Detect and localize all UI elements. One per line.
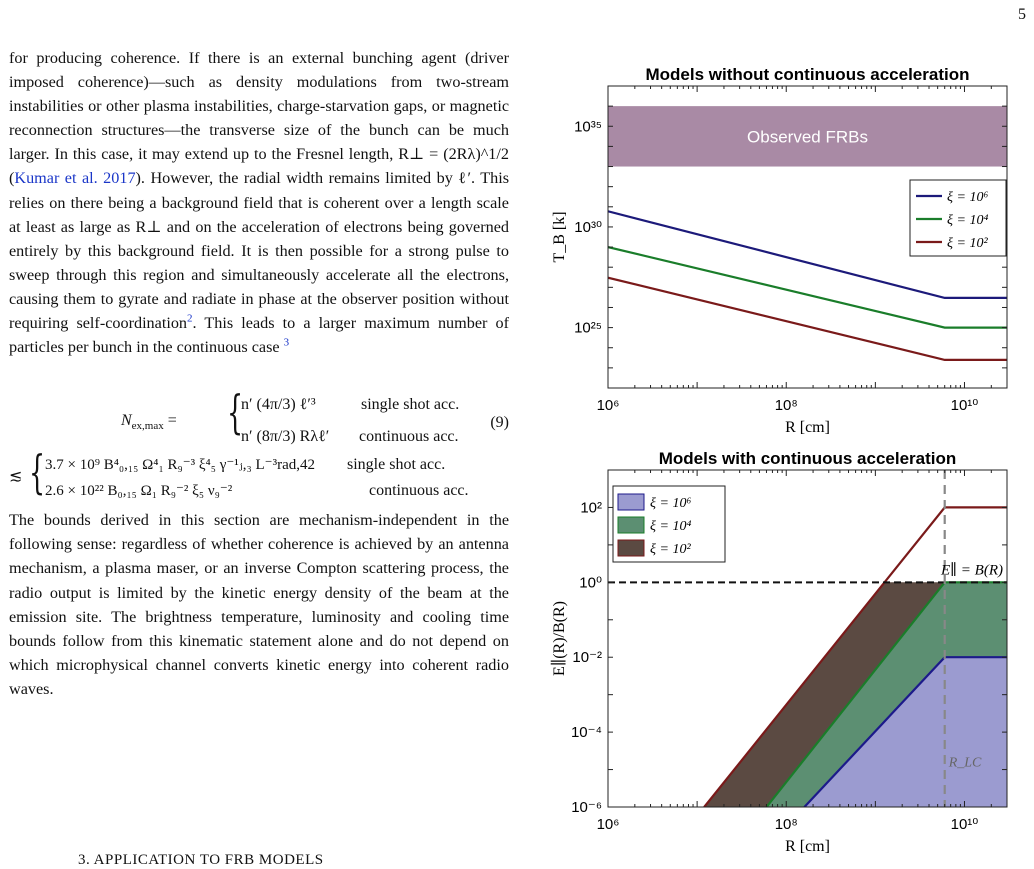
figure-svg [551,40,1025,867]
page-number: 5 [1018,6,1026,23]
eq-row-2: n′ (8π/3) Rλℓ′ [241,428,330,446]
y-tick-label: 10⁰ [579,574,602,592]
footnote-3-link[interactable]: 3 [283,336,290,349]
x-tick-label: 10⁸ [774,816,798,833]
legend-label: ξ = 10² [947,236,988,251]
eq-row-4-label: continuous acc. [369,482,469,500]
y-axis-label: E∥(R)/B(R) [551,601,568,676]
eq-row-1-label: single shot acc. [361,396,460,414]
x-tick-label: 10⁶ [596,816,620,833]
series-line-1 [608,247,1007,328]
y-tick-label: 10² [580,499,602,517]
legend-swatch-bottom [618,494,644,510]
annotation-allowed: allowed [677,622,728,640]
x-tick-label: 10⁶ [596,397,620,414]
y-tick-label: 10⁻² [572,649,602,667]
annotation-e-equals-b: E∥ = B(R) [940,562,1003,579]
observed-frbs-label: Observed FRBs [747,127,868,147]
y-tick-label: 10²⁵ [574,319,602,337]
fills-group [608,582,1007,807]
para1-text-b: ). However, the radial width remains limited by ℓ′. This relies on there being a background field that is coherent over a length scale at least as large as R⊥ and on the acceleration of electrons being governed entirely by this background field. It is then possible for a strong pulse to sweep through this region and simultaneously accelerate all the electrons, causing them to gyrate and radiate in phase at the observer position without requiring self-coordination [9,169,509,333]
legend-swatch-bottom [618,540,644,556]
series-line-2 [608,278,1007,360]
para1-text-c: . This leads to a larger maximum number of particles per bunch in the continuous case [9,314,509,357]
chart-top [551,65,1007,436]
y-tick-label: 10³⁰ [574,218,602,236]
footnote-2-link[interactable]: 2 [187,312,193,325]
eq-row-2-label: continuous acc. [359,428,459,446]
eq-row-4: 2.6 × 10²² B₀,₁₅ Ω₁ R₉⁻² ξ₅ ν₉⁻² [45,483,233,500]
arrow-down-head [710,610,720,618]
x-tick-label: 10¹⁰ [950,397,979,414]
eq-brace-2: { [29,445,46,500]
chart-bottom [550,449,1007,855]
legend-label-bottom: ξ = 10⁶ [650,496,692,511]
chart-title: Models with continuous acceleration [658,449,957,468]
legend-label: ξ = 10⁴ [947,213,989,228]
eq-number: (9) [490,414,509,432]
legend-label: ξ = 10⁶ [947,190,989,205]
legend-swatch-bottom [618,517,644,533]
y-tick-label: 10³⁵ [574,118,602,136]
figure [551,40,1025,867]
eq-row-1: n′ (4π/3) ℓ′³ [241,396,316,414]
annotation-r-lc: R_LC [948,755,982,771]
paragraph-coherence [9,46,509,359]
y-axis-label: T_B [k] [551,211,568,263]
paragraph-bounds: The bounds derived in this section are mechanism-independent in the following sense: regardless of whether coherence is achieved by an antenna mechanism, a plasma maser, or an inverse Compton scattering process, the radio output is limited by the kinetic energy density of the beam at the emission site. The brightness temperature, luminosity and cooling time bounds follow from this kinematic statement alone and do not depend on which microphysical channel converts kinetic energy into coherent radio waves. [9,511,509,698]
chart-title: Models without continuous acceleration [645,65,970,84]
section-heading: 3. APPLICATION TO FRB MODELS [78,852,324,868]
x-tick-label: 10¹⁰ [950,816,979,833]
y-tick-label: 10⁻⁶ [571,799,602,816]
citation-kumar[interactable]: Kumar et al. 2017 [14,169,136,188]
eq-brace-1: { [227,385,244,440]
left-column [9,46,509,701]
eq-row-3-label: single shot acc. [347,456,446,474]
x-axis-label: R [cm] [785,838,830,855]
legend-label-bottom: ξ = 10² [650,542,691,557]
equation-9 [9,369,509,500]
x-tick-label: 10⁸ [774,397,798,414]
eq-approx: ≲ [9,468,23,486]
para1-text-a: for producing coherence. If there is an external bunching agent (driver imposed coherence)—such as density modulations from two-stream instabilities or other plasma instabilities, charge-starvation gaps, or magnetic reconnection structures—the transverse size of the bunch can be much larger. In this case, it may extend up to the Fresnel length, R⊥ = (2Rλ)^1/2 ( [9,49,509,188]
x-axis-label: R [cm] [785,419,830,436]
legend-label-bottom: ξ = 10⁴ [650,519,692,534]
arrow-left-head [761,626,769,636]
y-tick-label: 10⁻⁴ [570,724,602,742]
eq-row-3: 3.7 × 10⁹ B⁴₀,₁₅ Ω⁴₁ R₉⁻³ ξ⁴₅ γ⁻¹ⱼ,₃ L⁻³rad,42 [45,457,315,474]
eq-lhs: $N_{ex,max}$ = [121,412,177,433]
